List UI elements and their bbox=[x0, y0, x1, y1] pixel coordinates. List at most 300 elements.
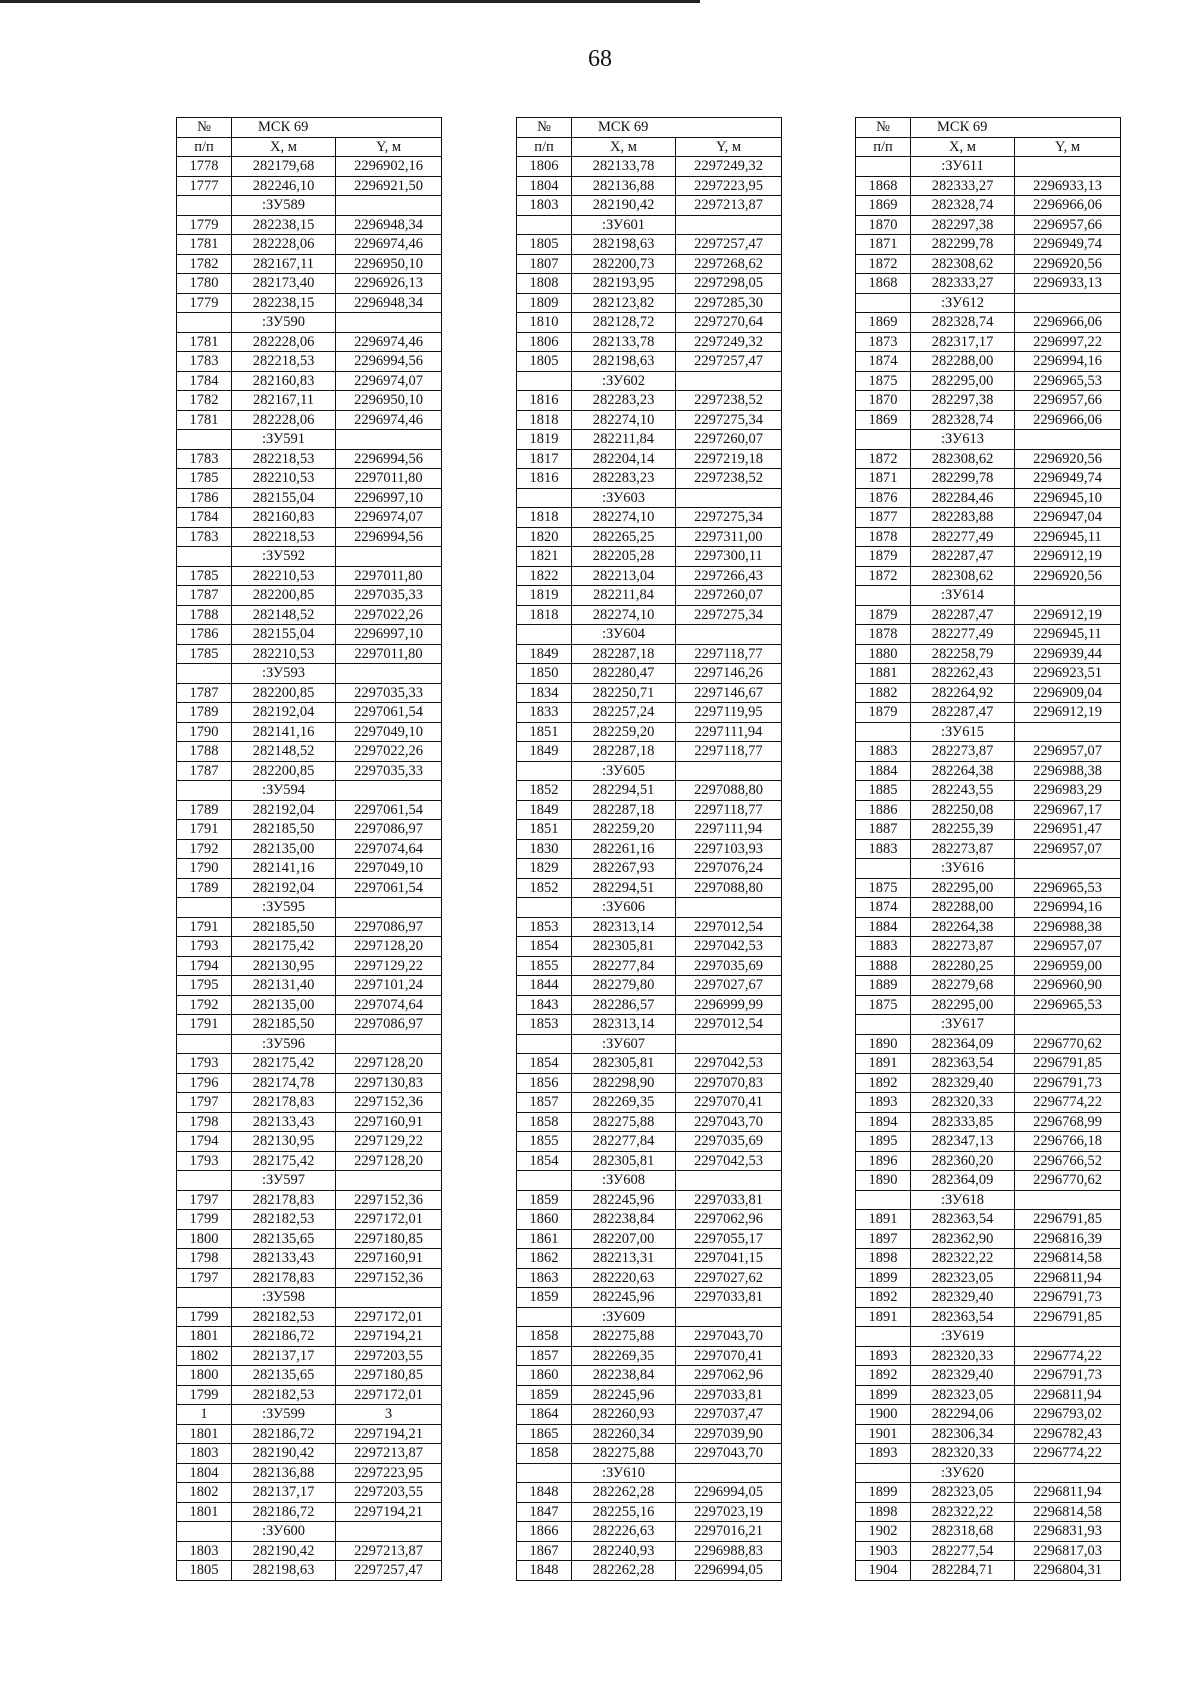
table-row bbox=[177, 1054, 442, 1074]
x-coordinate: 282260,93 bbox=[572, 1405, 676, 1425]
x-coordinate: :ЗУ604 bbox=[572, 625, 676, 645]
y-coordinate: 2296994,16 bbox=[1015, 898, 1121, 918]
point-number: 1889 bbox=[856, 976, 911, 996]
y-coordinate: 2297257,47 bbox=[336, 1561, 442, 1581]
point-number: 1786 bbox=[177, 488, 232, 508]
x-coordinate: 282274,10 bbox=[572, 410, 676, 430]
y-coordinate: 2296994,16 bbox=[1015, 352, 1121, 372]
y-coordinate: 2297086,97 bbox=[336, 1015, 442, 1035]
y-coordinate: 2296983,29 bbox=[1015, 781, 1121, 801]
point-number: 1898 bbox=[856, 1249, 911, 1269]
x-coordinate: 282167,11 bbox=[232, 254, 336, 274]
x-coordinate: 282295,00 bbox=[911, 995, 1015, 1015]
point-number: 1804 bbox=[517, 176, 572, 196]
y-coordinate: 2297042,53 bbox=[676, 1054, 782, 1074]
y-coordinate: 2297298,05 bbox=[676, 274, 782, 294]
point-number: 1890 bbox=[856, 1034, 911, 1054]
y-coordinate: 2297074,64 bbox=[336, 995, 442, 1015]
x-coordinate: 282250,71 bbox=[572, 683, 676, 703]
header-coordinate-system: МСК 69 bbox=[572, 118, 782, 138]
point-number: 1874 bbox=[856, 898, 911, 918]
table-row bbox=[177, 1229, 442, 1249]
point-number: 1893 bbox=[856, 1444, 911, 1464]
y-coordinate: 2296909,04 bbox=[1015, 683, 1121, 703]
point-number: 1805 bbox=[177, 1561, 232, 1581]
y-coordinate bbox=[676, 1171, 782, 1191]
point-number: 1786 bbox=[177, 625, 232, 645]
y-coordinate: 2297035,69 bbox=[676, 1132, 782, 1152]
table-row bbox=[517, 469, 782, 489]
table-row bbox=[856, 898, 1121, 918]
x-coordinate: :ЗУ593 bbox=[232, 664, 336, 684]
point-number: 1859 bbox=[517, 1190, 572, 1210]
y-coordinate: 2296793,02 bbox=[1015, 1405, 1121, 1425]
point-number: 1843 bbox=[517, 995, 572, 1015]
y-coordinate: 2297270,64 bbox=[676, 313, 782, 333]
table-row bbox=[856, 527, 1121, 547]
point-number: 1858 bbox=[517, 1444, 572, 1464]
x-coordinate: 282218,53 bbox=[232, 527, 336, 547]
point-number: 1879 bbox=[856, 547, 911, 567]
table-row bbox=[517, 586, 782, 606]
table-row bbox=[177, 1034, 442, 1054]
table-row bbox=[856, 1444, 1121, 1464]
point-number: 1862 bbox=[517, 1249, 572, 1269]
table-row bbox=[856, 976, 1121, 996]
point-number: 1818 bbox=[517, 508, 572, 528]
y-coordinate: 2296994,56 bbox=[336, 527, 442, 547]
y-coordinate: 2296933,13 bbox=[1015, 274, 1121, 294]
table-row bbox=[856, 1327, 1121, 1347]
point-number: 1893 bbox=[856, 1093, 911, 1113]
x-coordinate: 282200,85 bbox=[232, 761, 336, 781]
point-number: 1788 bbox=[177, 605, 232, 625]
point-number: 1869 bbox=[856, 196, 911, 216]
y-coordinate: 2297249,32 bbox=[676, 332, 782, 352]
point-number: 1779 bbox=[177, 293, 232, 313]
scan-top-edge bbox=[0, 0, 700, 3]
y-coordinate bbox=[676, 1034, 782, 1054]
x-coordinate: 282136,88 bbox=[232, 1463, 336, 1483]
point-number: 1781 bbox=[177, 332, 232, 352]
table-row bbox=[856, 1288, 1121, 1308]
x-coordinate: 282329,40 bbox=[911, 1366, 1015, 1386]
y-coordinate: 2296950,10 bbox=[336, 254, 442, 274]
x-coordinate: 282308,62 bbox=[911, 566, 1015, 586]
table-row bbox=[856, 254, 1121, 274]
y-coordinate: 2296770,62 bbox=[1015, 1034, 1121, 1054]
table-row bbox=[856, 917, 1121, 937]
y-coordinate: 2296774,22 bbox=[1015, 1444, 1121, 1464]
y-coordinate: 2297146,67 bbox=[676, 683, 782, 703]
y-coordinate: 2297011,80 bbox=[336, 644, 442, 664]
table-row bbox=[517, 313, 782, 333]
table-row bbox=[177, 683, 442, 703]
table-row bbox=[856, 1034, 1121, 1054]
table-row bbox=[517, 235, 782, 255]
x-coordinate: 282245,96 bbox=[572, 1190, 676, 1210]
table-row bbox=[177, 956, 442, 976]
x-coordinate: 282323,05 bbox=[911, 1385, 1015, 1405]
table-row bbox=[856, 1424, 1121, 1444]
x-coordinate: 282294,51 bbox=[572, 878, 676, 898]
y-coordinate: 2297172,01 bbox=[336, 1210, 442, 1230]
table-row bbox=[856, 235, 1121, 255]
point-number: 1798 bbox=[177, 1112, 232, 1132]
y-coordinate bbox=[1015, 1015, 1121, 1035]
x-coordinate: 282246,10 bbox=[232, 176, 336, 196]
table-row bbox=[517, 898, 782, 918]
header-y: Y, м bbox=[1015, 137, 1121, 157]
point-number: 1819 bbox=[517, 586, 572, 606]
x-coordinate: 282277,49 bbox=[911, 625, 1015, 645]
table-row bbox=[177, 1385, 442, 1405]
x-coordinate: 282186,72 bbox=[232, 1424, 336, 1444]
x-coordinate: 282297,38 bbox=[911, 215, 1015, 235]
y-coordinate: 2296949,74 bbox=[1015, 235, 1121, 255]
table-row bbox=[856, 781, 1121, 801]
point-number: 1855 bbox=[517, 1132, 572, 1152]
x-coordinate: :ЗУ596 bbox=[232, 1034, 336, 1054]
y-coordinate: 2296912,19 bbox=[1015, 703, 1121, 723]
x-coordinate: 282305,81 bbox=[572, 937, 676, 957]
table-row bbox=[856, 469, 1121, 489]
table-row bbox=[856, 995, 1121, 1015]
table-row bbox=[856, 742, 1121, 762]
point-number: 1863 bbox=[517, 1268, 572, 1288]
point-number: 1883 bbox=[856, 937, 911, 957]
x-coordinate: 282238,15 bbox=[232, 215, 336, 235]
x-coordinate: 282259,20 bbox=[572, 722, 676, 742]
point-number bbox=[177, 196, 232, 216]
x-coordinate: 282141,16 bbox=[232, 722, 336, 742]
point-number: 1802 bbox=[177, 1346, 232, 1366]
x-coordinate: 282280,47 bbox=[572, 664, 676, 684]
point-number: 1900 bbox=[856, 1405, 911, 1425]
y-coordinate: 2297118,77 bbox=[676, 800, 782, 820]
table-row bbox=[856, 196, 1121, 216]
x-coordinate: 282135,65 bbox=[232, 1366, 336, 1386]
y-coordinate: 2297152,36 bbox=[336, 1268, 442, 1288]
point-number: 1875 bbox=[856, 371, 911, 391]
point-number: 1785 bbox=[177, 566, 232, 586]
point-number: 1810 bbox=[517, 313, 572, 333]
y-coordinate: 2297223,95 bbox=[336, 1463, 442, 1483]
point-number bbox=[177, 781, 232, 801]
y-coordinate: 2296920,56 bbox=[1015, 254, 1121, 274]
header-number: № bbox=[177, 118, 232, 138]
y-coordinate: 2297260,07 bbox=[676, 430, 782, 450]
table-body bbox=[177, 157, 442, 1581]
y-coordinate: 2296959,00 bbox=[1015, 956, 1121, 976]
table-row bbox=[517, 1541, 782, 1561]
x-coordinate: 282299,78 bbox=[911, 469, 1015, 489]
table-row bbox=[177, 644, 442, 664]
point-number: 1787 bbox=[177, 761, 232, 781]
y-coordinate: 2297033,81 bbox=[676, 1385, 782, 1405]
point-number: 1785 bbox=[177, 469, 232, 489]
x-coordinate: 282287,47 bbox=[911, 547, 1015, 567]
point-number: 1790 bbox=[177, 859, 232, 879]
y-coordinate: 2297130,83 bbox=[336, 1073, 442, 1093]
x-coordinate: 282257,24 bbox=[572, 703, 676, 723]
point-number bbox=[177, 430, 232, 450]
y-coordinate: 2296811,94 bbox=[1015, 1483, 1121, 1503]
table-row bbox=[517, 781, 782, 801]
table-row bbox=[856, 410, 1121, 430]
table-row bbox=[517, 410, 782, 430]
point-number: 1849 bbox=[517, 742, 572, 762]
point-number: 1892 bbox=[856, 1366, 911, 1386]
y-coordinate: 2296997,10 bbox=[336, 488, 442, 508]
x-coordinate: 282137,17 bbox=[232, 1483, 336, 1503]
x-coordinate: 282200,85 bbox=[232, 586, 336, 606]
table-row bbox=[856, 625, 1121, 645]
x-coordinate: 282178,83 bbox=[232, 1268, 336, 1288]
x-coordinate: 282305,81 bbox=[572, 1151, 676, 1171]
table-row bbox=[177, 761, 442, 781]
table-row bbox=[177, 508, 442, 528]
y-coordinate: 2297203,55 bbox=[336, 1346, 442, 1366]
table-row bbox=[517, 566, 782, 586]
point-number: 1798 bbox=[177, 1249, 232, 1269]
x-coordinate: 282264,38 bbox=[911, 917, 1015, 937]
table-row bbox=[177, 976, 442, 996]
table-row bbox=[517, 293, 782, 313]
x-coordinate: 282333,27 bbox=[911, 176, 1015, 196]
point-number: 1799 bbox=[177, 1210, 232, 1230]
x-coordinate: 282287,47 bbox=[911, 703, 1015, 723]
y-coordinate: 2296811,94 bbox=[1015, 1385, 1121, 1405]
point-number: 1869 bbox=[856, 410, 911, 430]
x-coordinate: :ЗУ606 bbox=[572, 898, 676, 918]
point-number: 1816 bbox=[517, 391, 572, 411]
x-coordinate: :ЗУ610 bbox=[572, 1463, 676, 1483]
y-coordinate: 2296966,06 bbox=[1015, 313, 1121, 333]
x-coordinate: 282128,72 bbox=[572, 313, 676, 333]
table-row bbox=[517, 1073, 782, 1093]
table-row bbox=[177, 157, 442, 177]
header-number: № bbox=[856, 118, 911, 138]
point-number: 1806 bbox=[517, 157, 572, 177]
point-number: 1785 bbox=[177, 644, 232, 664]
y-coordinate: 2297285,30 bbox=[676, 293, 782, 313]
table-row bbox=[177, 332, 442, 352]
x-coordinate: 282360,20 bbox=[911, 1151, 1015, 1171]
x-coordinate: 282190,42 bbox=[232, 1444, 336, 1464]
y-coordinate: 2296817,03 bbox=[1015, 1541, 1121, 1561]
y-coordinate: 2296957,66 bbox=[1015, 215, 1121, 235]
x-coordinate: 282261,16 bbox=[572, 839, 676, 859]
point-number: 1782 bbox=[177, 254, 232, 274]
point-number: 1903 bbox=[856, 1541, 911, 1561]
table-row bbox=[856, 644, 1121, 664]
point-number: 1894 bbox=[856, 1112, 911, 1132]
table-row bbox=[177, 1366, 442, 1386]
x-coordinate: 282262,28 bbox=[572, 1483, 676, 1503]
header-y: Y, м bbox=[336, 137, 442, 157]
x-coordinate: 282193,95 bbox=[572, 274, 676, 294]
x-coordinate: 282186,72 bbox=[232, 1327, 336, 1347]
table-row bbox=[856, 839, 1121, 859]
table-row bbox=[177, 1307, 442, 1327]
y-coordinate: 2297111,94 bbox=[676, 820, 782, 840]
y-coordinate: 2296912,19 bbox=[1015, 605, 1121, 625]
y-coordinate: 2297012,54 bbox=[676, 1015, 782, 1035]
point-number: 1870 bbox=[856, 391, 911, 411]
table-row bbox=[517, 332, 782, 352]
point-number: 1891 bbox=[856, 1054, 911, 1074]
x-coordinate: 282275,88 bbox=[572, 1112, 676, 1132]
point-number: 1822 bbox=[517, 566, 572, 586]
y-coordinate: 2297062,96 bbox=[676, 1366, 782, 1386]
y-coordinate: 2297027,62 bbox=[676, 1268, 782, 1288]
y-coordinate: 2296782,43 bbox=[1015, 1424, 1121, 1444]
y-coordinate: 2297070,83 bbox=[676, 1073, 782, 1093]
y-coordinate: 2296791,85 bbox=[1015, 1210, 1121, 1230]
table-row bbox=[856, 1405, 1121, 1425]
x-coordinate: 282226,63 bbox=[572, 1522, 676, 1542]
point-number: 1790 bbox=[177, 722, 232, 742]
table-row bbox=[177, 1405, 442, 1425]
x-coordinate: 282364,09 bbox=[911, 1034, 1015, 1054]
table-row bbox=[177, 937, 442, 957]
y-coordinate: 2297011,80 bbox=[336, 469, 442, 489]
point-number: 1847 bbox=[517, 1502, 572, 1522]
y-coordinate: 2296988,83 bbox=[676, 1541, 782, 1561]
x-coordinate: 282173,40 bbox=[232, 274, 336, 294]
table-row bbox=[517, 1229, 782, 1249]
y-coordinate: 2296923,51 bbox=[1015, 664, 1121, 684]
y-coordinate: 2297129,22 bbox=[336, 1132, 442, 1152]
point-number: 1803 bbox=[177, 1444, 232, 1464]
x-coordinate: 282273,87 bbox=[911, 742, 1015, 762]
x-coordinate: 282294,06 bbox=[911, 1405, 1015, 1425]
y-coordinate bbox=[1015, 430, 1121, 450]
y-coordinate: 2296988,38 bbox=[1015, 917, 1121, 937]
y-coordinate: 2297035,33 bbox=[336, 586, 442, 606]
table-row bbox=[856, 664, 1121, 684]
point-number: 1856 bbox=[517, 1073, 572, 1093]
y-coordinate: 2296994,56 bbox=[336, 449, 442, 469]
x-coordinate: :ЗУ620 bbox=[911, 1463, 1015, 1483]
x-coordinate: 282136,88 bbox=[572, 176, 676, 196]
point-number: 1787 bbox=[177, 683, 232, 703]
table-row bbox=[856, 878, 1121, 898]
table-row bbox=[517, 176, 782, 196]
header-y: Y, м bbox=[676, 137, 782, 157]
table-row bbox=[856, 508, 1121, 528]
x-coordinate: 282182,53 bbox=[232, 1307, 336, 1327]
table-row bbox=[177, 1483, 442, 1503]
y-coordinate: 2296997,22 bbox=[1015, 332, 1121, 352]
x-coordinate: 282329,40 bbox=[911, 1073, 1015, 1093]
table-row bbox=[177, 1424, 442, 1444]
table-row bbox=[517, 956, 782, 976]
x-coordinate: 282192,04 bbox=[232, 703, 336, 723]
table-row bbox=[177, 488, 442, 508]
y-coordinate bbox=[676, 625, 782, 645]
x-coordinate: 282135,00 bbox=[232, 839, 336, 859]
x-coordinate: 282297,38 bbox=[911, 391, 1015, 411]
x-coordinate: 282287,18 bbox=[572, 742, 676, 762]
y-coordinate: 2296949,74 bbox=[1015, 469, 1121, 489]
x-coordinate: :ЗУ594 bbox=[232, 781, 336, 801]
x-coordinate: 282287,47 bbox=[911, 605, 1015, 625]
table-row bbox=[177, 1151, 442, 1171]
x-coordinate: 282323,05 bbox=[911, 1483, 1015, 1503]
x-coordinate: 282218,53 bbox=[232, 449, 336, 469]
table-row bbox=[177, 664, 442, 684]
point-number: 1801 bbox=[177, 1424, 232, 1444]
table-row bbox=[517, 508, 782, 528]
x-coordinate: 282160,83 bbox=[232, 371, 336, 391]
table-row bbox=[856, 800, 1121, 820]
y-coordinate: 2297088,80 bbox=[676, 878, 782, 898]
point-number: 1852 bbox=[517, 878, 572, 898]
x-coordinate: :ЗУ605 bbox=[572, 761, 676, 781]
x-coordinate: :ЗУ595 bbox=[232, 898, 336, 918]
header-point-index: п/п bbox=[856, 137, 911, 157]
y-coordinate: 2296791,85 bbox=[1015, 1054, 1121, 1074]
x-coordinate: :ЗУ601 bbox=[572, 215, 676, 235]
point-number bbox=[517, 898, 572, 918]
table-row bbox=[517, 1483, 782, 1503]
point-number: 1891 bbox=[856, 1307, 911, 1327]
x-coordinate: 282174,78 bbox=[232, 1073, 336, 1093]
point-number: 1854 bbox=[517, 1054, 572, 1074]
y-coordinate: 2297042,53 bbox=[676, 1151, 782, 1171]
point-number: 1859 bbox=[517, 1288, 572, 1308]
point-number: 1782 bbox=[177, 391, 232, 411]
point-number bbox=[517, 488, 572, 508]
y-coordinate: 2296974,07 bbox=[336, 371, 442, 391]
y-coordinate bbox=[336, 1171, 442, 1191]
y-coordinate: 2297172,01 bbox=[336, 1385, 442, 1405]
x-coordinate: 282275,88 bbox=[572, 1327, 676, 1347]
x-coordinate: 282240,93 bbox=[572, 1541, 676, 1561]
table-row bbox=[517, 1249, 782, 1269]
point-number: 1861 bbox=[517, 1229, 572, 1249]
x-coordinate: 282318,68 bbox=[911, 1522, 1015, 1542]
x-coordinate: 282213,31 bbox=[572, 1249, 676, 1269]
table-row bbox=[517, 1444, 782, 1464]
x-coordinate: 282205,28 bbox=[572, 547, 676, 567]
y-coordinate: 2297043,70 bbox=[676, 1327, 782, 1347]
table-row bbox=[517, 878, 782, 898]
point-number: 1890 bbox=[856, 1171, 911, 1191]
y-coordinate bbox=[676, 898, 782, 918]
x-coordinate: 282273,87 bbox=[911, 937, 1015, 957]
table-row bbox=[177, 176, 442, 196]
point-number: 1872 bbox=[856, 566, 911, 586]
table-row bbox=[517, 1112, 782, 1132]
x-coordinate: 282228,06 bbox=[232, 235, 336, 255]
coordinates-table-3 bbox=[855, 117, 1121, 1581]
y-coordinate: 2297266,43 bbox=[676, 566, 782, 586]
y-coordinate: 2297213,87 bbox=[676, 196, 782, 216]
point-number: 1896 bbox=[856, 1151, 911, 1171]
x-coordinate: 282299,78 bbox=[911, 235, 1015, 255]
x-coordinate: 282284,71 bbox=[911, 1561, 1015, 1581]
y-coordinate: 2296791,73 bbox=[1015, 1288, 1121, 1308]
y-coordinate: 2297041,15 bbox=[676, 1249, 782, 1269]
y-coordinate bbox=[676, 371, 782, 391]
point-number bbox=[517, 1171, 572, 1191]
y-coordinate: 2296814,58 bbox=[1015, 1502, 1121, 1522]
x-coordinate: 282250,08 bbox=[911, 800, 1015, 820]
point-number: 1829 bbox=[517, 859, 572, 879]
